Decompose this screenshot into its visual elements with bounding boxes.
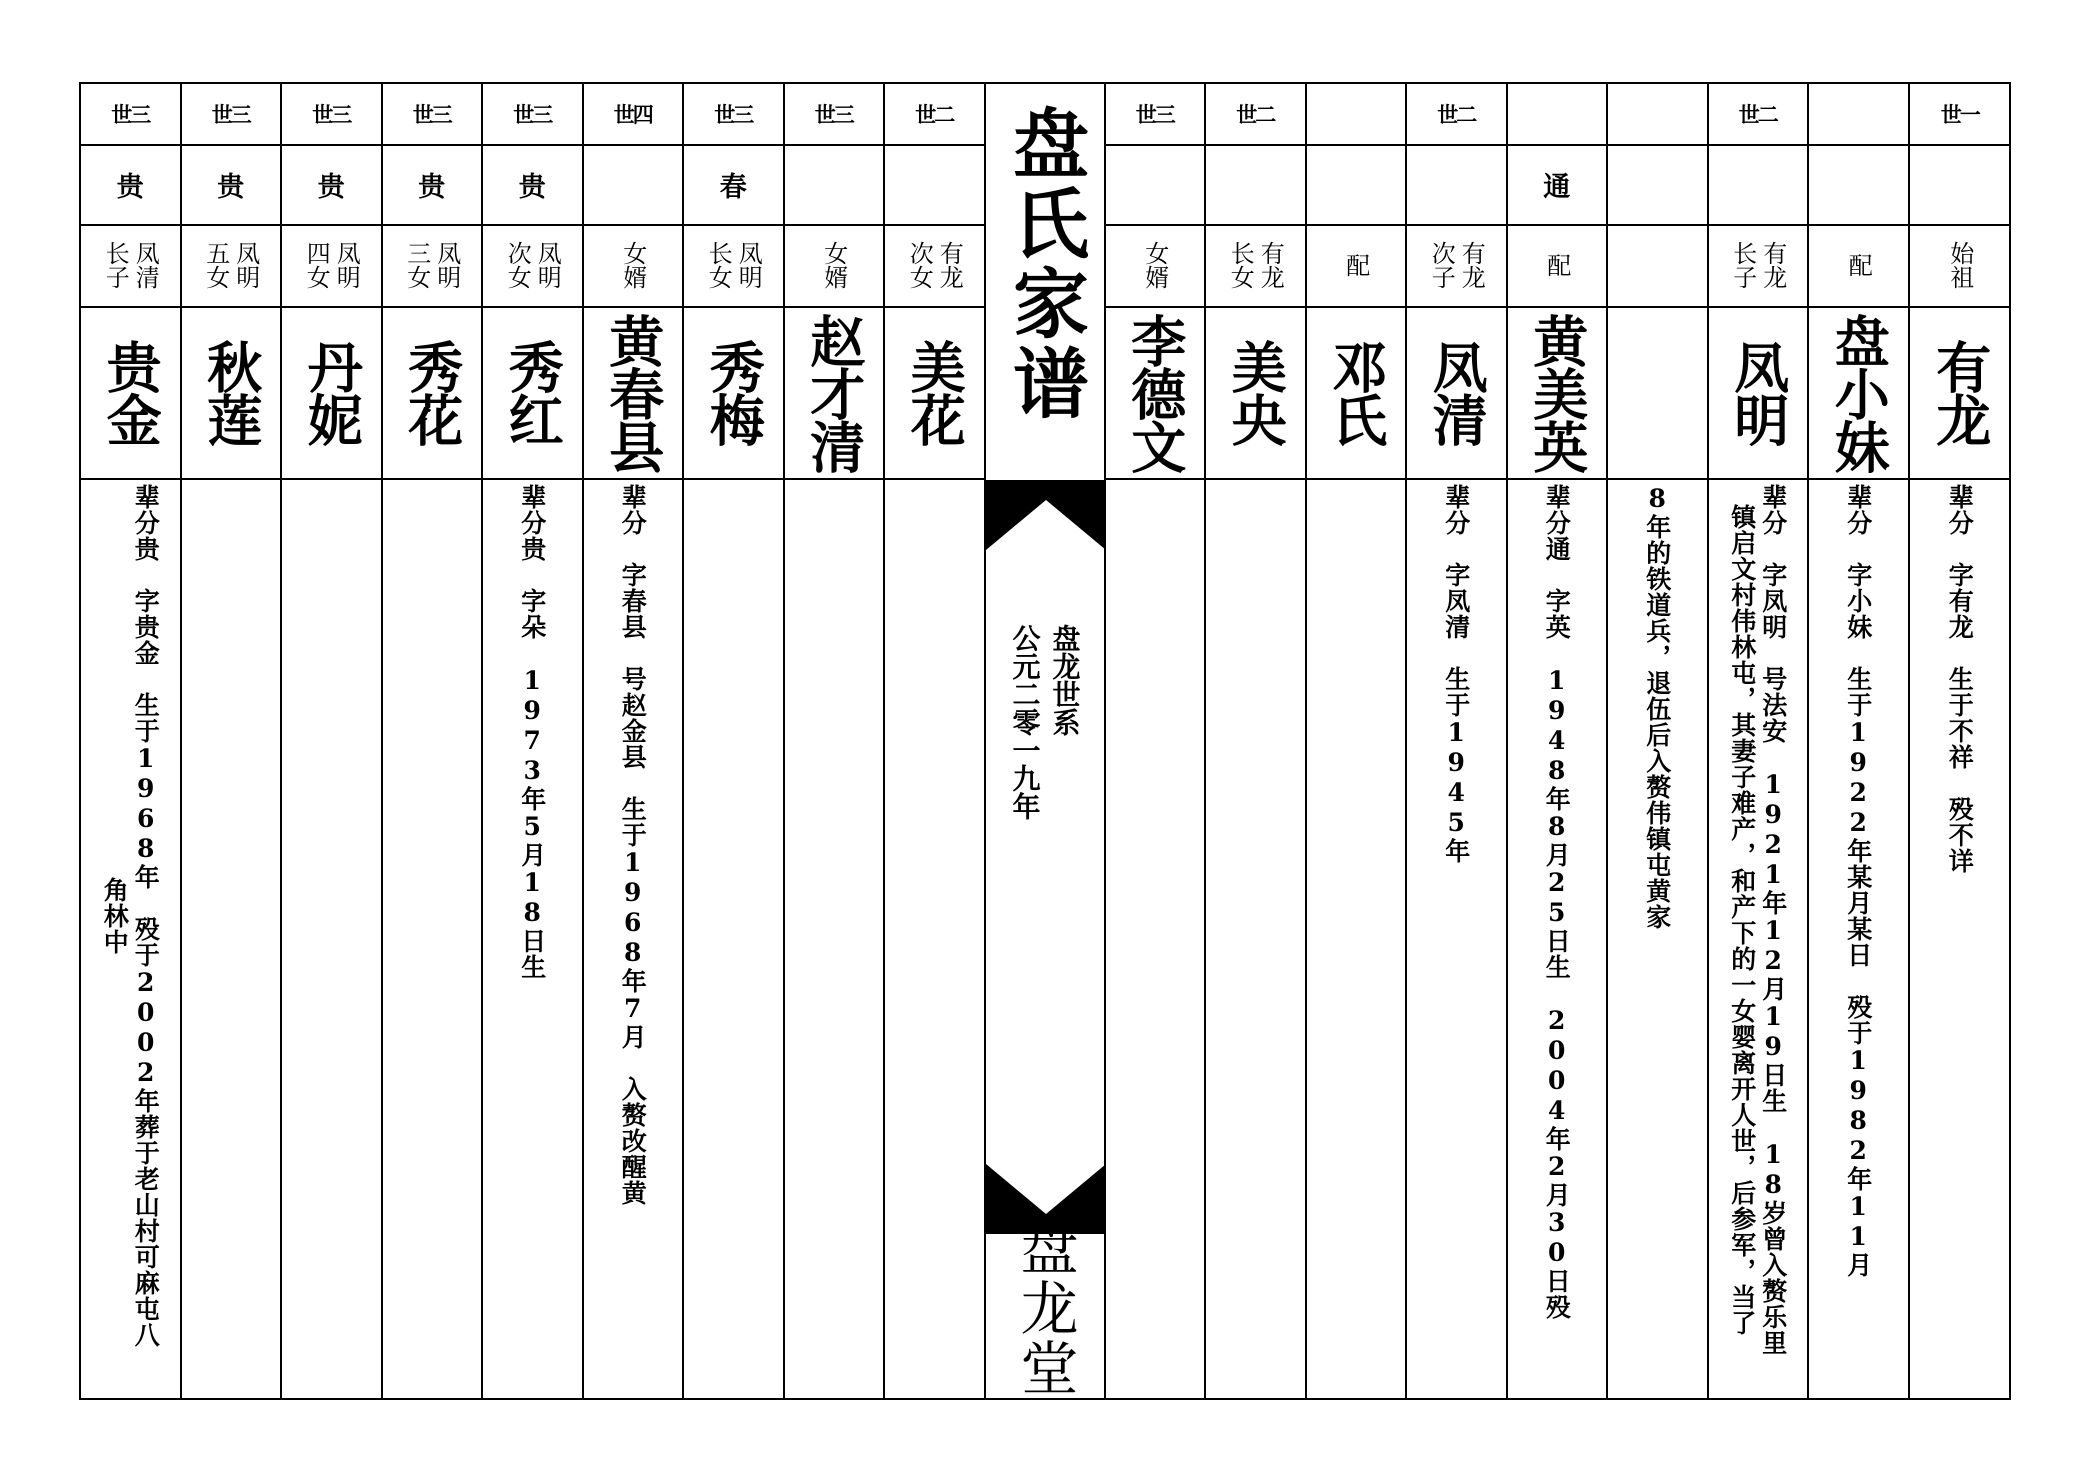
relation-text: 次女 bbox=[503, 241, 532, 289]
biography-text: 辈分通 字英 1948年8月25日生 2004年2月30日殁 bbox=[1542, 484, 1572, 1320]
relation-text: 五女 bbox=[201, 241, 230, 289]
relation-cell bbox=[584, 224, 683, 306]
member-name-cell bbox=[885, 306, 984, 478]
compiled-year: 公元二零一九年 bbox=[1008, 624, 1042, 820]
generation-character bbox=[785, 144, 884, 224]
generation-label bbox=[1608, 84, 1707, 144]
generation-character: 贵 bbox=[217, 171, 245, 203]
parent-name-text: 凤明 bbox=[734, 241, 763, 289]
member-name-cell bbox=[1106, 306, 1205, 478]
member-name: 贵金 bbox=[97, 339, 163, 445]
member-name: 凤明 bbox=[1725, 339, 1791, 445]
title-column bbox=[986, 84, 1106, 1398]
parent-name-text: 凤清 bbox=[131, 241, 160, 289]
relation-cell bbox=[383, 224, 482, 306]
member-name: 秀红 bbox=[499, 339, 565, 445]
biography-cell bbox=[584, 478, 683, 1398]
relation-text: 始祖 bbox=[1945, 241, 1974, 289]
member-name: 美央 bbox=[1222, 339, 1288, 445]
relation-text: 次女 bbox=[905, 241, 934, 289]
member-column bbox=[1809, 84, 1910, 1398]
generation-label: 世三 bbox=[211, 102, 250, 127]
member-column bbox=[182, 84, 283, 1398]
member-column bbox=[1407, 84, 1508, 1398]
member-name-cell bbox=[1307, 306, 1406, 478]
generation-label: 世三 bbox=[714, 102, 753, 127]
biography-text: 辈分 字凤清 生于1945年 bbox=[1441, 484, 1471, 864]
relation-text: 女婿 bbox=[819, 241, 848, 289]
member-name: 秋莲 bbox=[198, 339, 264, 445]
member-column bbox=[81, 84, 182, 1398]
member-name: 邓氏 bbox=[1323, 339, 1389, 445]
relation-cell bbox=[1809, 224, 1908, 306]
relation-cell bbox=[885, 224, 984, 306]
biography-cell bbox=[1508, 478, 1607, 1398]
biography-cell bbox=[1809, 478, 1908, 1398]
member-column bbox=[584, 84, 685, 1398]
parent-name-text: 有龙 bbox=[1758, 241, 1787, 289]
generation-label: 世三 bbox=[513, 102, 552, 127]
generation-label bbox=[1508, 84, 1607, 144]
member-name: 盘小妹 bbox=[1825, 312, 1891, 472]
member-column bbox=[785, 84, 886, 1398]
member-column bbox=[1206, 84, 1307, 1398]
relation-cell bbox=[483, 224, 582, 306]
relation-text: 长子 bbox=[101, 241, 130, 289]
generation-label: 世二 bbox=[1236, 102, 1275, 127]
generation-character bbox=[1910, 144, 2011, 224]
relation-text: 长女 bbox=[1226, 241, 1255, 289]
biography-text: 辈分贵 字贵金 生于1968年 殁于2002年葬于老山村可麻屯八 bbox=[131, 484, 161, 1348]
generation-label: 世三 bbox=[814, 102, 853, 127]
biography-text: 辈分 字有龙 生于不祥 殁不详 bbox=[1945, 484, 1975, 874]
member-column bbox=[483, 84, 584, 1398]
generation-label: 世二 bbox=[1437, 102, 1476, 127]
relation-cell bbox=[785, 224, 884, 306]
member-name-cell bbox=[282, 306, 381, 478]
biography-text: 镇启文村伟林屯，其妻子难产，和产下的一女婴离开人世，后参军，当了 bbox=[1727, 504, 1757, 1336]
biography-cell bbox=[282, 478, 381, 1398]
relation-text: 长女 bbox=[704, 241, 733, 289]
generation-label bbox=[1307, 84, 1406, 144]
biography-text: 8年的铁道兵，退伍后入赘伟镇屯黄家 bbox=[1642, 484, 1672, 930]
member-name-cell bbox=[785, 306, 884, 478]
lineage-name: 盘龙世系 bbox=[1048, 624, 1082, 736]
generation-character: 贵 bbox=[116, 171, 144, 203]
parent-name-text: 有龙 bbox=[1457, 241, 1486, 289]
member-column bbox=[383, 84, 484, 1398]
member-name: 赵才清 bbox=[801, 312, 867, 472]
member-name-cell bbox=[182, 306, 281, 478]
generation-character bbox=[1407, 144, 1506, 224]
biography-cell bbox=[1407, 478, 1506, 1398]
parent-name-text: 凤明 bbox=[533, 241, 562, 289]
generation-character: 通 bbox=[1543, 171, 1571, 203]
biography-cell bbox=[81, 478, 180, 1398]
generation-character bbox=[584, 144, 683, 224]
parent-name-text: 凤明 bbox=[231, 241, 260, 289]
relation-cell bbox=[81, 224, 180, 306]
relation-cell bbox=[1608, 224, 1707, 306]
generation-label: 世三 bbox=[1135, 102, 1174, 127]
member-name-cell bbox=[684, 306, 783, 478]
generation-label bbox=[1809, 84, 1908, 144]
generation-character bbox=[885, 144, 984, 224]
member-name-cell bbox=[1608, 306, 1707, 478]
member-column bbox=[1910, 84, 2011, 1398]
generation-character: 贵 bbox=[418, 171, 446, 203]
member-name-cell bbox=[483, 306, 582, 478]
member-column bbox=[1307, 84, 1408, 1398]
member-column bbox=[885, 84, 986, 1398]
member-name-cell bbox=[1206, 306, 1305, 478]
biography-cell bbox=[785, 478, 884, 1398]
biography-cell bbox=[383, 478, 482, 1398]
biography-text: 角林中 bbox=[100, 877, 130, 955]
hall-name-text: 盘龙堂 bbox=[1010, 1218, 1079, 1398]
lineage-caption bbox=[986, 624, 1104, 820]
parent-name-text: 凤明 bbox=[332, 241, 361, 289]
generation-label: 世三 bbox=[111, 102, 150, 127]
generation-label: 世三 bbox=[412, 102, 451, 127]
title-text: 盘氏家谱 bbox=[1000, 104, 1090, 424]
relation-text: 配 bbox=[1542, 253, 1571, 277]
relation-cell bbox=[684, 224, 783, 306]
parent-name-text: 有龙 bbox=[1256, 241, 1285, 289]
member-name: 秀花 bbox=[399, 339, 465, 445]
relation-text: 女婿 bbox=[618, 241, 647, 289]
relation-cell bbox=[1106, 224, 1205, 306]
genealogy-title bbox=[986, 104, 1104, 424]
biography-cell bbox=[1206, 478, 1305, 1398]
member-name-cell bbox=[1809, 306, 1908, 478]
generation-character: 贵 bbox=[518, 171, 546, 203]
generation-label: 世二 bbox=[1738, 102, 1777, 127]
generation-character: 贵 bbox=[317, 171, 345, 203]
member-name: 黄春县 bbox=[600, 312, 666, 472]
biography-text: 辈分 字春县 号赵金县 生于1968年7月 入赘改醒黄 bbox=[618, 484, 648, 1206]
relation-text: 长子 bbox=[1728, 241, 1757, 289]
relation-cell bbox=[1508, 224, 1607, 306]
relation-cell bbox=[1407, 224, 1506, 306]
member-name-cell bbox=[1709, 306, 1808, 478]
member-name-cell bbox=[584, 306, 683, 478]
parent-name-text: 有龙 bbox=[935, 241, 964, 289]
genealogy-sheet bbox=[79, 82, 2011, 1400]
member-column bbox=[684, 84, 785, 1398]
hall-name bbox=[986, 1218, 1104, 1398]
member-name: 丹妮 bbox=[298, 339, 364, 445]
relation-text: 四女 bbox=[302, 241, 331, 289]
parent-name-text: 凤明 bbox=[432, 241, 461, 289]
member-name-cell bbox=[1508, 306, 1607, 478]
member-name: 有龙 bbox=[1927, 339, 1993, 445]
relation-cell bbox=[182, 224, 281, 306]
member-name-cell bbox=[1910, 306, 2011, 478]
member-name-cell bbox=[81, 306, 180, 478]
member-column bbox=[1106, 84, 1207, 1398]
generation-character bbox=[1106, 144, 1205, 224]
biography-cell bbox=[1608, 478, 1707, 1398]
generation-character: 春 bbox=[719, 171, 747, 203]
upper-ribbon-ornament bbox=[986, 480, 1106, 550]
generation-character bbox=[1307, 144, 1406, 224]
generation-label: 世四 bbox=[613, 102, 652, 127]
member-name-cell bbox=[1407, 306, 1506, 478]
biography-cell bbox=[483, 478, 582, 1398]
biography-text: 辈分 字小妹 生于1922年某月某日 殁于1982年11月 bbox=[1843, 484, 1873, 1278]
generation-label: 世三 bbox=[312, 102, 351, 127]
biography-cell bbox=[182, 478, 281, 1398]
relation-text: 女婿 bbox=[1140, 241, 1169, 289]
biography-cell bbox=[1910, 478, 2011, 1398]
generation-character bbox=[1608, 144, 1707, 224]
relation-text: 配 bbox=[1341, 253, 1370, 277]
generation-character bbox=[1206, 144, 1305, 224]
biography-cell bbox=[885, 478, 984, 1398]
member-name: 凤清 bbox=[1423, 339, 1489, 445]
generation-label: 世二 bbox=[915, 102, 954, 127]
generation-character bbox=[1709, 144, 1808, 224]
relation-cell bbox=[282, 224, 381, 306]
member-name: 黄美英 bbox=[1524, 312, 1590, 472]
relation-text: 配 bbox=[1844, 253, 1873, 277]
relation-cell bbox=[1307, 224, 1406, 306]
relation-cell bbox=[1709, 224, 1808, 306]
relation-text: 三女 bbox=[402, 241, 431, 289]
generation-label: 世一 bbox=[1940, 102, 1979, 127]
biography-cell bbox=[1106, 478, 1205, 1398]
member-name: 李德文 bbox=[1122, 312, 1188, 472]
relation-text: 次子 bbox=[1427, 241, 1456, 289]
biography-text: 辈分 字凤明 号法安 1921年12月19日生 18岁曾入赘乐里 bbox=[1758, 484, 1788, 1356]
generation-character bbox=[1809, 144, 1908, 224]
relation-cell bbox=[1206, 224, 1305, 306]
member-column bbox=[282, 84, 383, 1398]
member-name: 秀梅 bbox=[700, 339, 766, 445]
member-column bbox=[1608, 84, 1709, 1398]
member-name: 美花 bbox=[901, 339, 967, 445]
biography-cell bbox=[1709, 478, 1808, 1398]
biography-cell bbox=[1307, 478, 1406, 1398]
relation-cell bbox=[1910, 224, 2011, 306]
member-column bbox=[1508, 84, 1609, 1398]
member-name-cell bbox=[383, 306, 482, 478]
member-column bbox=[1709, 84, 1810, 1398]
biography-text: 辈分贵 字朵 1973年5月18日生 bbox=[517, 484, 547, 980]
biography-cell bbox=[684, 478, 783, 1398]
